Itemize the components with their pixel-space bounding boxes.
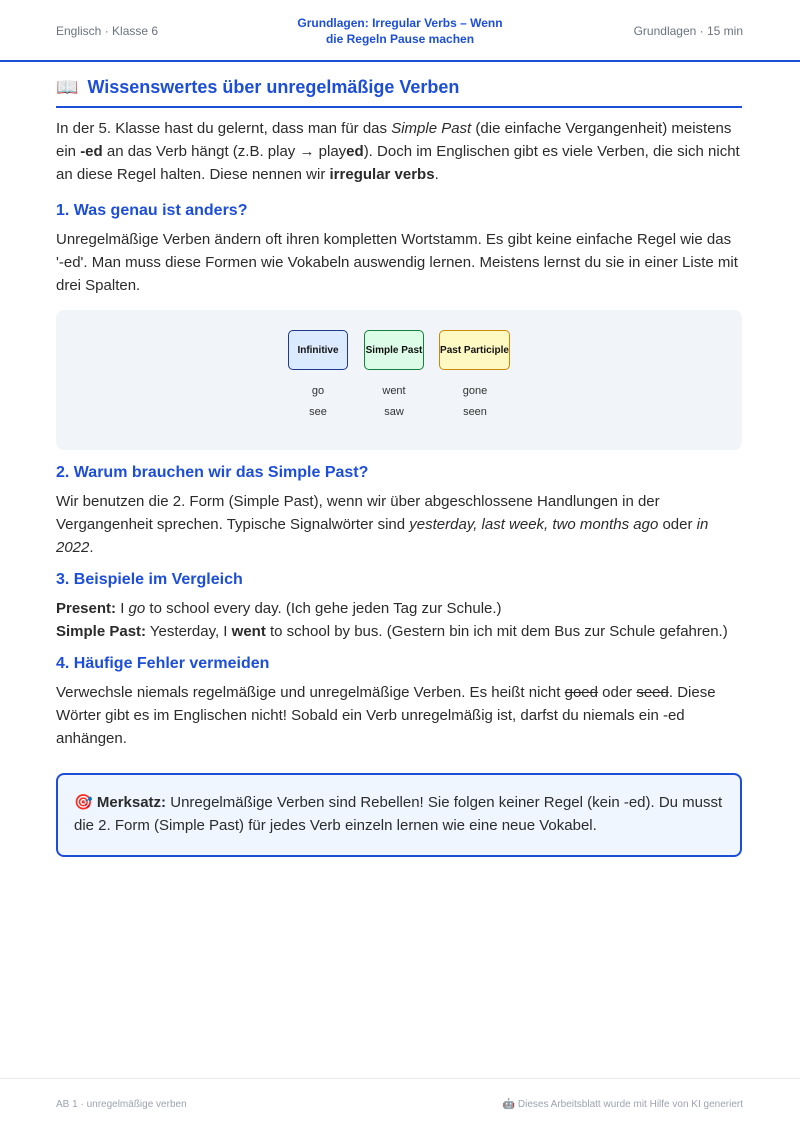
page-footer xyxy=(0,1078,800,1110)
intro-text: . xyxy=(434,166,439,183)
merksatz-text: Unregelmäßige Verben sind Rebellen! Sie folgen keiner Regel (kein -ed). Du musst die 2. Form (Simple Past) für jedes Verb einzeln lernen wie eine neue Vokabel. xyxy=(74,794,723,834)
book-icon: 📖 xyxy=(56,77,79,98)
section-2-text-part: Wir benutzen die 2. Form (Simple Past), wenn wir über abgeschlossene Handlungen in der Vergangenheit sprechen. Typische Signalwörter sind xyxy=(56,493,660,533)
diagram-cell: went xyxy=(382,385,406,397)
intro-paragraph xyxy=(56,117,742,186)
example-verb: went xyxy=(231,623,266,640)
section-2-text-part: oder xyxy=(658,516,697,533)
section-4-text-part: oder xyxy=(597,684,637,701)
diagram-cell: go xyxy=(311,385,325,397)
header-title-line1: Grundlagen: Irregular Verbs – Wenn xyxy=(297,16,503,30)
footer-ai-note-text: Dieses Arbeitsblatt wurde mit Hilfe von KI generiert xyxy=(515,1099,743,1110)
footer-worksheet-id: AB 1 · unregelmäßige verben xyxy=(56,1099,187,1110)
simple-past-header-box: Simple Past xyxy=(364,330,424,370)
intro-emphasis: Simple Past xyxy=(391,120,472,137)
verb-forms-diagram xyxy=(56,310,742,450)
wrong-form: goed xyxy=(564,684,598,701)
wrong-form: seed xyxy=(636,684,669,701)
header-subject: Englisch · Klasse 6 xyxy=(56,24,159,38)
section-1-title: 1. Was genau ist anders? xyxy=(56,202,248,219)
section-4-title: 4. Häufige Fehler vermeiden xyxy=(56,655,270,672)
header-meta: Grundlagen · 15 min xyxy=(633,24,743,38)
infinitive-header-box: Infinitive xyxy=(288,330,348,370)
page-title-text: Wissenswertes über unregelmäßige Verben xyxy=(87,77,460,97)
intro-text: (die einfache Vergangenheit) meistens ein xyxy=(56,120,732,160)
diagram-cell: saw xyxy=(384,406,404,418)
intro-text: ). Doch im Englischen gibt es viele Verben, die sich nicht an diese Regel halten. Diese nennen wir xyxy=(56,143,740,183)
section-2-text-part: . xyxy=(89,539,94,556)
section-2-text xyxy=(56,490,742,559)
page-header xyxy=(0,0,800,62)
merksatz-label: Merksatz: xyxy=(96,794,167,811)
example-text: to school every day. (Ich gehe jeden Tag zur Schule.) xyxy=(145,600,502,617)
diagram-cell: see xyxy=(309,406,327,418)
example-text: to school by bus. (Gestern bin ich mit dem Bus zur Schule gefahren.) xyxy=(265,623,728,640)
section-3-examples xyxy=(56,597,742,643)
diagram-cell: seen xyxy=(463,406,487,418)
section-1-text: Unregelmäßige Verben ändern oft ihren kompletten Wortstamm. Es gibt keine einfache Regel wie das '-ed'. Man muss diese Formen wie Vokabeln auswendig lernen. Meistens lernst du sie in einer Liste mit drei Spalten. xyxy=(56,231,738,294)
example-text: I xyxy=(116,600,129,617)
section-4-text xyxy=(56,681,742,750)
section-2-title: 2. Warum brauchen wir das Simple Past? xyxy=(56,464,369,481)
section-4-text-part: . Diese Wörter gibt es im Englischen nicht! Sobald ein Verb unregelmäßig ist, darfst du niemals ein -ed anhängen. xyxy=(56,684,716,747)
present-label: Present: xyxy=(56,600,117,617)
section-4-text-part: Verwechsle niemals regelmäßige und unregelmäßige Verben. Es heißt nicht xyxy=(56,684,565,701)
section-3-title: 3. Beispiele im Vergleich xyxy=(56,571,243,588)
intro-text: an das Verb hängt (z.B. play → play xyxy=(102,143,347,160)
merksatz-box xyxy=(56,773,742,857)
simple-past-label: Simple Past: xyxy=(56,623,147,640)
signal-words: in 2022 xyxy=(56,516,709,556)
target-icon: 🎯 xyxy=(74,793,93,811)
header-title xyxy=(270,15,530,47)
signal-words: yesterday, last week, two months ago xyxy=(409,516,659,533)
example-verb: go xyxy=(128,600,146,617)
past-participle-header-box: Past Participle xyxy=(439,330,510,370)
footer-ai-note xyxy=(503,1099,743,1110)
intro-bold: irregular verbs xyxy=(329,166,435,183)
robot-icon: 🤖 xyxy=(502,1099,516,1110)
header-title-line2: die Regeln Pause machen xyxy=(325,32,475,46)
intro-text: In der 5. Klasse hast du gelernt, dass man für das xyxy=(56,120,392,137)
worksheet-content xyxy=(56,76,742,857)
example-text: Yesterday, I xyxy=(146,623,232,640)
intro-bold: -ed xyxy=(80,143,103,160)
diagram-cell: gone xyxy=(462,385,488,397)
page-title xyxy=(56,76,742,108)
intro-bold: ed xyxy=(346,143,364,160)
